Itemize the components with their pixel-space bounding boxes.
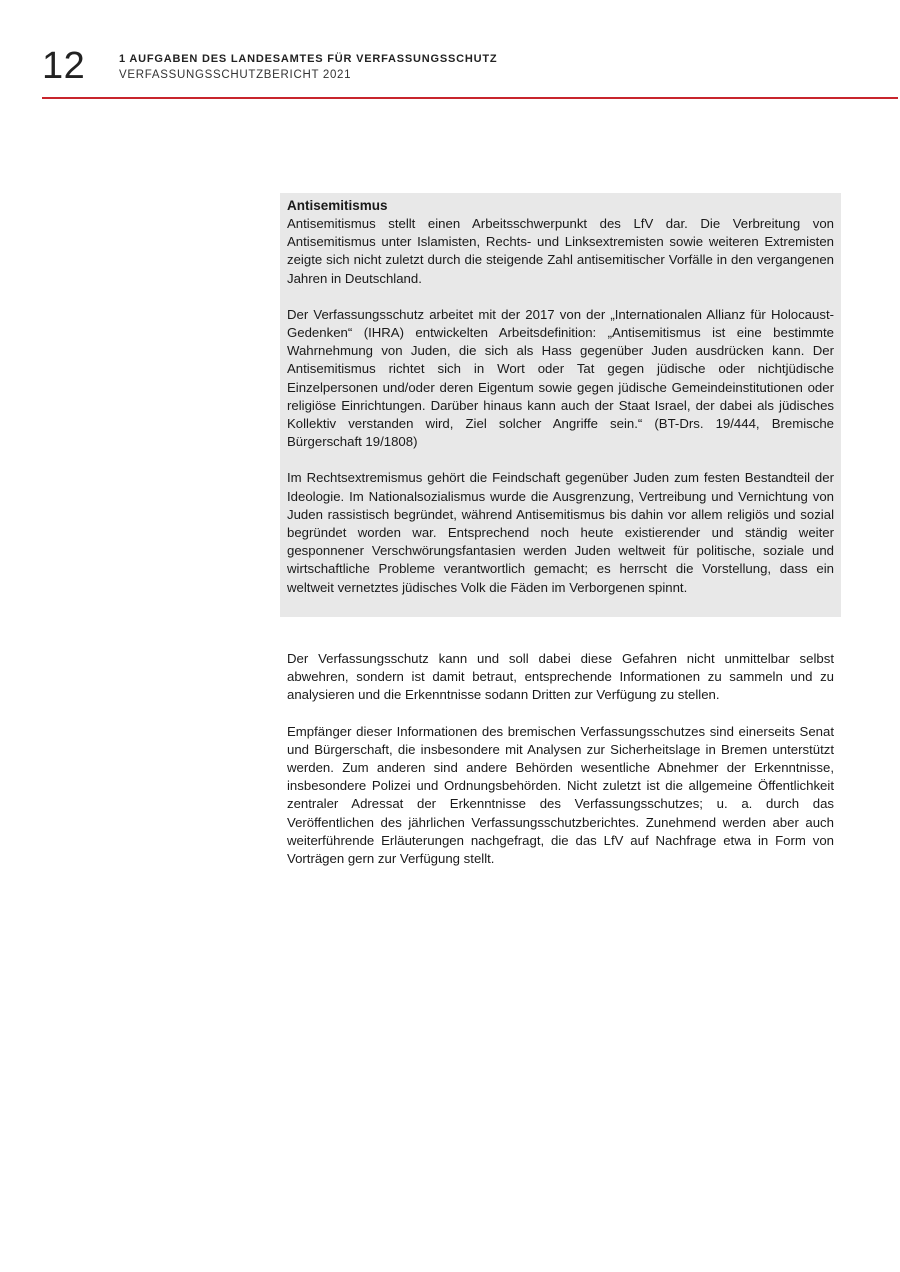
info-box-title: Antisemitismus — [287, 198, 388, 213]
chapter-title: 1 AUFGABEN DES LANDESAMTES FÜR VERFASSUNGSSCHUTZ — [119, 53, 498, 65]
body-paragraph: Der Verfassungsschutz kann und soll dabei diese Gefahren nicht unmittelbar selbst abwehren, sondern ist damit betraut, entsprechende Informationen zu sammeln und zu analysieren und die Erkenntnisse sodann Dritten zur Verfügung zu stellen. — [287, 651, 834, 703]
running-header — [119, 52, 497, 83]
info-box-paragraph: Im Rechtsextremismus gehört die Feindschaft gegenüber Juden zum festen Bestandteil der Ideologie. Im Nationalsozialismus wurde die Ausgrenzung, Vertreibung und Vernichtung von Juden rassistisch begründet, während Antisemitismus bis dahin vor allem religiös und sozial begründet worden war. Entsprechend noch heute existierender und ständig weiter gesponnener Verschwörungsfantasien werden Juden weltweit für politische, soziale und wirtschaftliche Probleme verantwortlich gemacht; es herrscht die Vorstellung, dass ein weltweit vernetztes jüdisches Volk die Fäden im Verborgenen spinnt. — [287, 470, 834, 595]
page-number: 12 — [42, 45, 86, 87]
header-divider — [42, 97, 898, 99]
report-title: VERFASSUNGSSCHUTZBERICHT 2021 — [119, 69, 352, 81]
main-text — [287, 650, 834, 868]
info-box-paragraph: Der Verfassungsschutz arbeitet mit der 2017 von der „Internationalen Allianz für Holocaust-Gedenken“ (IHRA) entwickelten Arbeitsdefinition: „Antisemitismus ist eine bestimmte Wahrnehmung von Juden, die sich als Hass gegenüber Juden ausdrücken kann. Der Antisemitismus richtet sich in Wort oder Tat gegen jüdische oder nichtjüdische Einzelpersonen und/oder deren Eigentum sowie gegen jüdische Gemeindeinstitutionen oder religiöse Einrichtungen. Darüber hinaus kann auch der Staat Israel, der dabei als jüdisches Kollektiv verstanden wird, Ziel solcher Angriffe sein.“ (BT-Drs. 19/444, Bremische Bürgerschaft 19/1808) — [287, 306, 834, 450]
antisemitism-info-box — [280, 193, 841, 617]
body-paragraph: Empfänger dieser Informationen des bremischen Verfassungsschutzes sind einerseits Senat und Bürgerschaft, die insbesondere mit Analysen zur Sicherheitslage in Bremen unterstützt werden. Zum anderen sind andere Behörden wesentliche Abnehmer der Erkenntnisse, insbesondere Polizei und Ordnungsbehörden. Nicht zuletzt ist die allgemeine Öffentlichkeit zentraler Adressat der Erkenntnisse des Verfassungsschutzes; u. a. durch das Veröffentlichen des jährlichen Verfassungsschutzberichtes. Zunehmend werden aber auch weiterführende Erläuterungen nachgefragt, die das LfV auf Nachfrage etwa in Form von Vorträgen gern zur Verfügung stellt. — [287, 723, 834, 867]
info-box-paragraph: Antisemitismus stellt einen Arbeitsschwerpunkt des LfV dar. Die Verbreitung von Antisemitismus unter Islamisten, Rechts- und Linksextremisten sowie weiteren Extremisten zeigte sich nicht zuletzt durch die steigende Zahl antisemitischer Vorfälle in den vergangenen Jahren in Deutschland. — [287, 216, 834, 286]
